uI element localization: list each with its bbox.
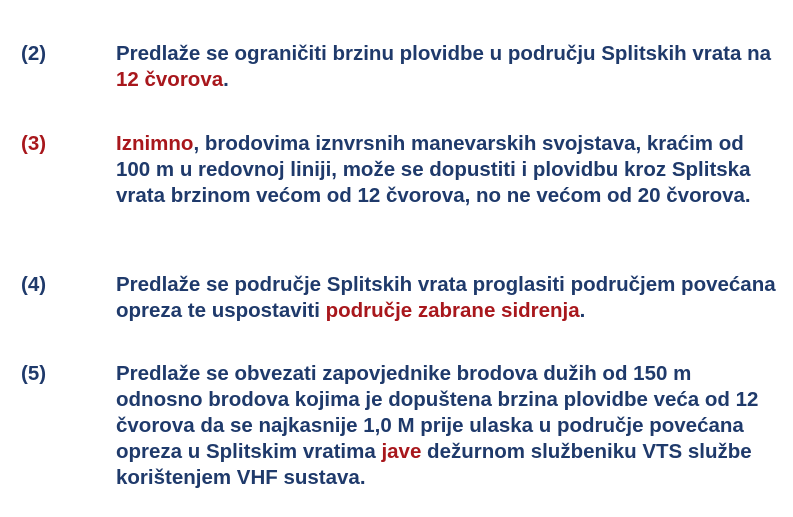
paragraph-number: (4) — [21, 273, 47, 296]
text-segment: Predlaže se obvezati zapovjednike brodova dužih od 150 m odnosno brodova kojima je dopuštena brzina plovidbe veća od 12 čvorova da se najkasnije 1,0 M prije ulaska u područje povećana opreza u Splitskim vratima — [116, 362, 759, 463]
text-segment: Predlaže se područje Splitskih vrata proglasiti područjem povećana opreza te uspostaviti — [116, 273, 776, 322]
text-segment: dežurnom službeniku VTS službe korištenjem VHF sustava. — [116, 440, 752, 489]
text-segment: . — [223, 68, 229, 91]
paragraph-text — [116, 361, 776, 491]
paragraph-number: (2) — [21, 42, 47, 65]
highlight-anchoring-zone: područje zabrane sidrenja — [325, 299, 580, 322]
paragraph-text — [116, 41, 776, 93]
paragraph-text — [116, 131, 776, 209]
paragraph-number: (3) — [21, 132, 47, 155]
text-segment: . — [579, 299, 586, 322]
text-segment: , brodovima iznvrsnih manevarskih svojstava, kraćim od 100 m u redovnoj liniji, može se dopustiti i plovidbu kroz Splitska vrata brzinom većom od 12 čvorova, no ne većom od 20 čvorova. — [116, 132, 751, 207]
paragraph-number: (5) — [21, 362, 47, 385]
highlight-speed-limit: 12 čvorova — [116, 68, 224, 91]
highlight-report: jave — [381, 440, 422, 463]
highlight-exception: Iznimno — [116, 132, 194, 155]
paragraph-text — [116, 272, 776, 324]
text-segment: Predlaže se ograničiti brzinu plovidbe u području Splitskih vrata na — [116, 42, 771, 65]
